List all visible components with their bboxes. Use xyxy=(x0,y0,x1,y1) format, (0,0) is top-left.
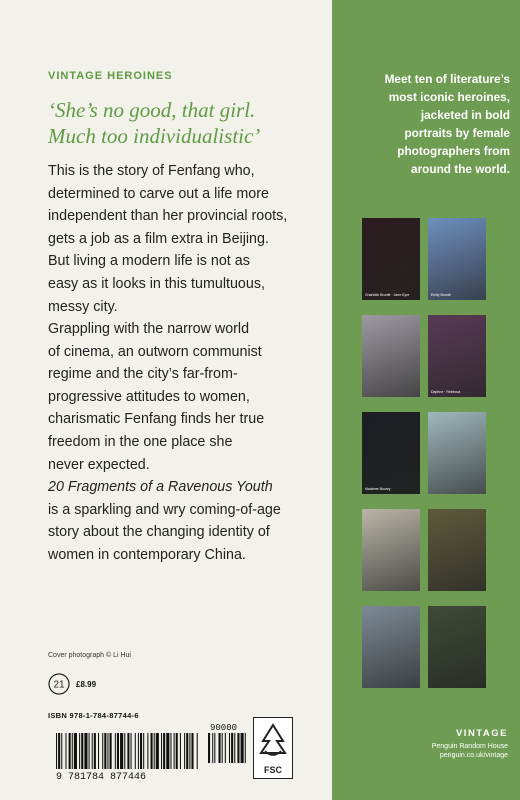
series-tagline xyxy=(342,70,510,178)
barcode-bar xyxy=(229,733,230,763)
book-title: 20 Fragments of a Ravenous Youth xyxy=(48,479,273,495)
barcode-bar xyxy=(222,733,223,763)
blurb-line: charismatic Fenfang finds her true xyxy=(48,411,265,428)
barcode-bar xyxy=(120,733,123,769)
barcode-bar xyxy=(176,733,178,769)
tagline-line: portraits by female xyxy=(404,126,510,140)
barcode-bar xyxy=(225,733,226,763)
barcode-bar xyxy=(98,733,99,769)
barcode-bar xyxy=(184,733,185,769)
blurb-line: messy city. xyxy=(48,298,118,315)
thumbnail-label: Madame Bovary xyxy=(365,487,391,491)
barcode-bar xyxy=(154,733,155,769)
barcode-bar xyxy=(110,733,112,769)
barcode-bar xyxy=(61,733,62,769)
cover-thumbnail xyxy=(362,218,420,300)
cover-thumbnail xyxy=(362,509,420,591)
barcode-bar xyxy=(138,733,139,769)
barcode-bar xyxy=(56,733,57,769)
barcode-bar xyxy=(127,733,129,769)
barcode-bar xyxy=(84,733,87,769)
barcode-bar xyxy=(161,733,162,769)
barcode-bar xyxy=(94,733,96,769)
barcode-bar xyxy=(191,733,193,769)
blurb-line: independent than her provincial roots, xyxy=(48,208,288,225)
barcode-bar xyxy=(124,733,125,769)
barcode-bar xyxy=(234,733,235,763)
barcode-bar xyxy=(92,733,93,769)
barcode-bar xyxy=(65,733,66,769)
blurb-line: freedom in the one place she xyxy=(48,433,233,450)
barcode-bar xyxy=(245,733,246,763)
blurb-line: regime and the city’s far-from- xyxy=(48,366,238,383)
blurb-line: easy as it looks in this tumultuous, xyxy=(48,275,265,292)
blurb-line: gets a job as a film extra in Beijing. xyxy=(48,230,269,247)
barcode-digits: 9 781784 877446 xyxy=(56,772,147,781)
svg-text:FSC: FSC xyxy=(264,765,282,775)
barcode xyxy=(48,721,248,781)
cover-credit: Cover photograph © Li Hui xyxy=(48,652,131,659)
barcode-bar xyxy=(163,733,165,769)
barcode-bar xyxy=(189,733,190,769)
thumbnail-label: Charlotte Brontë · Jane Eyre xyxy=(365,293,410,297)
age-badge-icon xyxy=(48,673,70,695)
thumbnail-label: Emily Brontë xyxy=(431,293,451,297)
blurb-line: never expected. xyxy=(48,456,150,473)
isbn: ISBN 978-1-784-87744-6 xyxy=(48,711,139,720)
cover-thumbnail xyxy=(362,412,420,494)
thumbnail-label: Daphne · Rebecca xyxy=(431,390,461,394)
price: £8.99 xyxy=(76,679,97,689)
barcode-bar xyxy=(102,733,103,769)
blurb-paragraph-2 xyxy=(48,318,320,476)
barcode-bar xyxy=(81,733,83,769)
imprint-name: VINTAGE xyxy=(455,728,508,739)
barcode-bar xyxy=(156,733,159,769)
series-title: VINTAGE HEROINES xyxy=(48,70,173,82)
pull-quote-line: ‘She’s no good, that girl. xyxy=(48,98,256,122)
cover-thumbnail xyxy=(428,606,486,688)
blurb-line: story about the changing identity of xyxy=(48,524,270,541)
pull-quote xyxy=(48,97,320,149)
blurb-paragraph-3 xyxy=(48,476,320,566)
barcode-bar xyxy=(143,733,144,769)
barcode-bar xyxy=(117,733,119,769)
barcode-bar xyxy=(131,733,132,769)
barcode-bar xyxy=(197,733,198,769)
tagline-line: most iconic heroines, xyxy=(388,90,510,104)
barcode-bar xyxy=(69,733,71,769)
cover-thumbnail xyxy=(428,315,486,397)
fsc-logo-icon xyxy=(253,717,293,779)
barcode-bar xyxy=(135,733,136,769)
blurb-line: determined to carve out a life more xyxy=(48,185,269,202)
barcode-bar xyxy=(174,733,175,769)
barcode-bar xyxy=(170,733,171,769)
price-block xyxy=(48,672,96,696)
tagline-line: photographers from xyxy=(397,144,510,158)
cover-thumbnail xyxy=(362,606,420,688)
barcode-bar xyxy=(237,733,239,763)
barcode-bar xyxy=(107,733,108,769)
blurb-line: Grappling with the narrow world xyxy=(48,321,250,337)
blurb-line: progressive attitudes to women, xyxy=(48,388,250,405)
blurb-line: of cinema, an outworn communist xyxy=(48,343,262,360)
barcode-bar xyxy=(79,733,80,769)
barcode-bar xyxy=(58,733,60,769)
cover-thumbnail xyxy=(428,218,486,300)
barcode-bar xyxy=(212,733,213,763)
publisher-website: penguin.co.uk/vintage xyxy=(439,752,508,759)
blurb-line: women in contemporary China. xyxy=(48,546,246,563)
barcode-addon: 90000 xyxy=(210,723,238,733)
blurb-line: This is the story of Fenfang who, xyxy=(48,163,255,179)
barcode-bar xyxy=(214,733,215,763)
barcode-bar xyxy=(208,733,210,763)
barcode-bar xyxy=(151,733,153,769)
cover-thumbnail xyxy=(428,509,486,591)
tagline-line: jacketed in bold xyxy=(420,108,510,122)
barcode-bar xyxy=(74,733,77,769)
barcode-bar xyxy=(89,733,90,769)
barcode-bar xyxy=(147,733,148,769)
publisher-block xyxy=(432,728,508,759)
cover-thumbnail xyxy=(428,412,486,494)
blurb-line: But living a modern life is not as xyxy=(48,253,250,270)
barcode-bar xyxy=(72,733,73,769)
barcode-bar xyxy=(180,733,181,769)
blurb-line: is a sparkling and wry coming-of-age xyxy=(48,501,281,518)
barcode-bar xyxy=(104,733,106,769)
barcode-bar xyxy=(219,733,221,763)
publisher-name: Penguin Random House xyxy=(431,743,508,750)
pull-quote-line: Much too individualistic’ xyxy=(48,124,261,148)
tagline-line: Meet ten of literature’s xyxy=(384,72,510,86)
barcode-bar xyxy=(231,733,233,763)
tagline-line: around the world. xyxy=(411,162,510,176)
barcode-bar xyxy=(115,733,116,769)
svg-text:21: 21 xyxy=(53,679,65,691)
barcode-bar xyxy=(140,733,142,769)
cover-thumbnail xyxy=(362,315,420,397)
barcode-bar xyxy=(186,733,188,769)
barcode-bar xyxy=(166,733,169,769)
blurb-paragraph-1 xyxy=(48,160,320,318)
barcode-bar xyxy=(241,733,244,763)
